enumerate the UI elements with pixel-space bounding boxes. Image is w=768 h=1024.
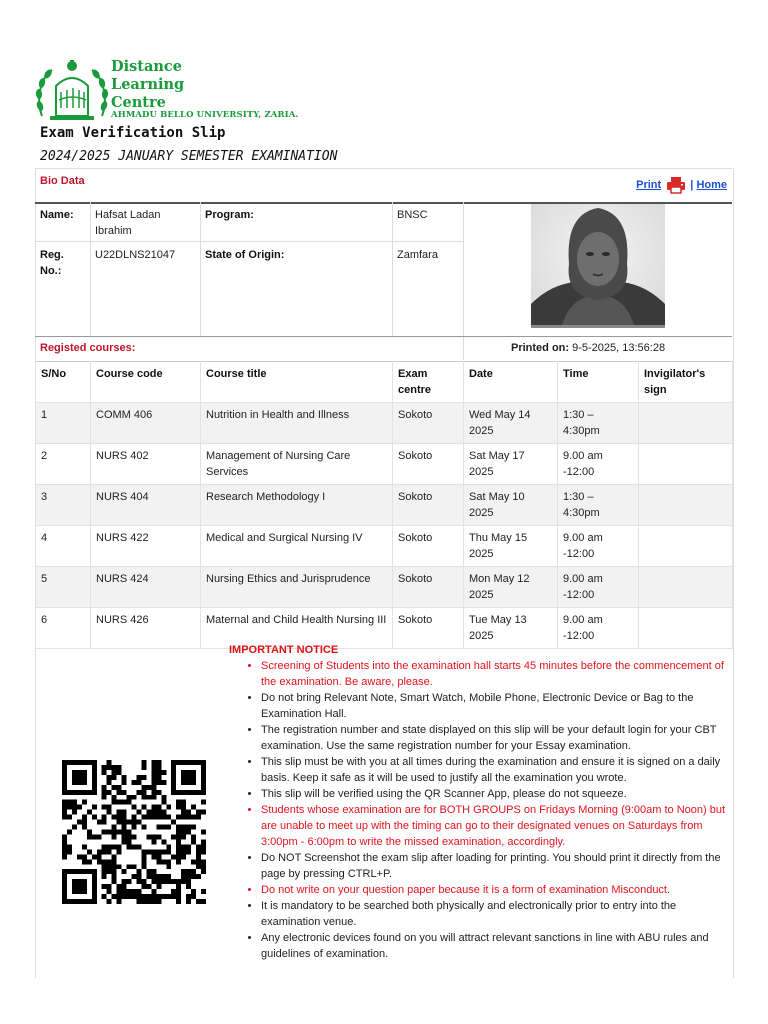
courses-table <box>35 361 733 649</box>
column-header: Time <box>558 362 639 403</box>
page-subtitle: 2024/2025 JANUARY SEMESTER EXAMINATION <box>40 149 338 164</box>
table-cell: 1:30 – 4:30pm <box>558 485 639 526</box>
notice-item: • Any electronic devices found on you will attract relevant sanctions in line with ABU rules and guidelines of examination. <box>261 930 729 962</box>
table-cell: Sat May 17 2025 <box>464 444 558 485</box>
link-separator: | <box>690 178 694 191</box>
registered-courses-label: Registed courses: <box>40 342 136 354</box>
table-cell: 5 <box>36 567 91 608</box>
table-cell: Thu May 15 2025 <box>464 526 558 567</box>
column-header: Course code <box>91 362 201 403</box>
university-name: AHMADU BELLO UNIVERSITY, ZARIA. <box>111 110 299 120</box>
table-cell: 9.00 am -12:00 <box>558 526 639 567</box>
state-value: Zamfara <box>397 249 438 261</box>
notice-item: • This slip will be verified using the QR Scanner App, please do not squeeze. <box>261 786 729 802</box>
grid-line <box>200 202 201 336</box>
notice-title: IMPORTANT NOTICE <box>229 644 339 656</box>
table-row <box>36 444 733 485</box>
table-cell: 6 <box>36 608 91 649</box>
table-row <box>36 485 733 526</box>
table-cell: 4 <box>36 526 91 567</box>
table-cell: Research Methodology I <box>201 485 393 526</box>
table-cell: Mon May 12 2025 <box>464 567 558 608</box>
column-header: Date <box>464 362 558 403</box>
grid-line <box>35 241 463 242</box>
table-cell: Sokoto <box>393 485 464 526</box>
invigilator-sign-cell <box>639 526 733 567</box>
printed-on-label: Printed on: <box>511 342 570 354</box>
table-header-row <box>36 362 733 403</box>
table-cell: NURS 424 <box>91 567 201 608</box>
table-cell: Nursing Ethics and Jurisprudence <box>201 567 393 608</box>
table-row <box>36 567 733 608</box>
invigilator-sign-cell <box>639 567 733 608</box>
program-label: Program: <box>205 209 254 221</box>
name-value: Hafsat Ladan Ibrahim <box>95 209 161 237</box>
invigilator-sign-cell <box>639 444 733 485</box>
page-title: Exam Verification Slip <box>40 125 226 141</box>
column-header: Course title <box>201 362 393 403</box>
notice-item: • Do not write on your question paper because it is a form of examination Misconduct. <box>261 882 729 898</box>
printed-on-value: 9-5-2025, 13:56:28 <box>572 342 666 354</box>
invigilator-sign-cell <box>639 485 733 526</box>
table-cell: 9.00 am -12:00 <box>558 608 639 649</box>
table-cell: 9.00 am -12:00 <box>558 567 639 608</box>
table-row <box>36 526 733 567</box>
state-label: State of Origin: <box>205 249 285 261</box>
name-label: Name: <box>40 209 74 221</box>
logo-text-learning: Learning <box>111 76 185 93</box>
notice-item: • Screening of Students into the examination hall starts 45 minutes before the commencement of the examination. Be aware, please. <box>261 658 729 690</box>
table-cell: Sokoto <box>393 526 464 567</box>
table-cell: Wed May 14 2025 <box>464 403 558 444</box>
table-cell: Sokoto <box>393 567 464 608</box>
table-cell: 9.00 am -12:00 <box>558 444 639 485</box>
table-cell: Tue May 13 2025 <box>464 608 558 649</box>
qr-code <box>58 760 210 904</box>
table-cell: NURS 422 <box>91 526 201 567</box>
table-cell: 3 <box>36 485 91 526</box>
logo-text-distance: Distance <box>111 58 182 75</box>
student-photo <box>531 204 665 328</box>
program-value: BNSC <box>397 209 428 221</box>
notice-item: • Students whose examination are for BOTH GROUPS on Fridays Morning (9:00am to Noon) but are unable to meet up with the timing can go to their designated venues on Saturdays from 3:00pm - 6:00pm to write the missed examination, accordingly. <box>261 802 729 850</box>
print-link[interactable]: Print <box>636 178 662 191</box>
notice-list <box>229 658 729 962</box>
table-cell: 1:30 – 4:30pm <box>558 403 639 444</box>
table-cell: Sokoto <box>393 403 464 444</box>
column-header: Exam centre <box>393 362 464 403</box>
table-cell: Sokoto <box>393 608 464 649</box>
notice-item: • It is mandatory to be searched both physically and electronically prior to entry into the examination venue. <box>261 898 729 930</box>
printer-icon[interactable] <box>666 176 686 194</box>
notice-item: • The registration number and state displayed on this slip will be your default login for your CBT examination. Use the same registration number for your Essay examination. <box>261 722 729 754</box>
important-notice <box>229 642 729 962</box>
table-row <box>36 403 733 444</box>
notice-item: • This slip must be with you at all times during the examination and ensure it is signed on a daily basis. Keep it safe as it will be used to justify all the examination you wrote. <box>261 754 729 786</box>
table-cell: 1 <box>36 403 91 444</box>
reg-no-value: U22DLNS21047 <box>95 249 176 261</box>
grid-line <box>35 336 732 337</box>
grid-line <box>90 202 91 336</box>
table-cell: Maternal and Child Health Nursing III <box>201 608 393 649</box>
bio-header-bar <box>35 168 732 204</box>
abu-logo <box>34 56 110 122</box>
table-cell: Sokoto <box>393 444 464 485</box>
column-header: S/No <box>36 362 91 403</box>
table-cell: Medical and Surgical Nursing IV <box>201 526 393 567</box>
table-cell: NURS 426 <box>91 608 201 649</box>
logo-text-centre: Centre <box>111 94 166 111</box>
bio-data-label: Bio Data <box>40 175 85 187</box>
table-cell: Nutrition in Health and Illness <box>201 403 393 444</box>
invigilator-sign-cell <box>639 403 733 444</box>
notice-item: • Do NOT Screenshot the exam slip after loading for printing. You should print it directly from the page by pressing CTRL+P. <box>261 850 729 882</box>
table-cell: NURS 404 <box>91 485 201 526</box>
grid-line <box>392 202 393 336</box>
reg-no-label: Reg. No.: <box>40 249 64 277</box>
table-cell: Sat May 10 2025 <box>464 485 558 526</box>
column-header: Invigilator's sign <box>639 362 733 403</box>
table-cell: Management of Nursing Care Services <box>201 444 393 485</box>
table-cell: COMM 406 <box>91 403 201 444</box>
table-cell: NURS 402 <box>91 444 201 485</box>
table-cell: 2 <box>36 444 91 485</box>
page-links <box>636 176 727 194</box>
notice-item: • Do not bring Relevant Note, Smart Watch, Mobile Phone, Electronic Device or Bag to the Examination Hall. <box>261 690 729 722</box>
home-link[interactable]: Home <box>696 178 727 191</box>
printed-on <box>511 342 665 354</box>
